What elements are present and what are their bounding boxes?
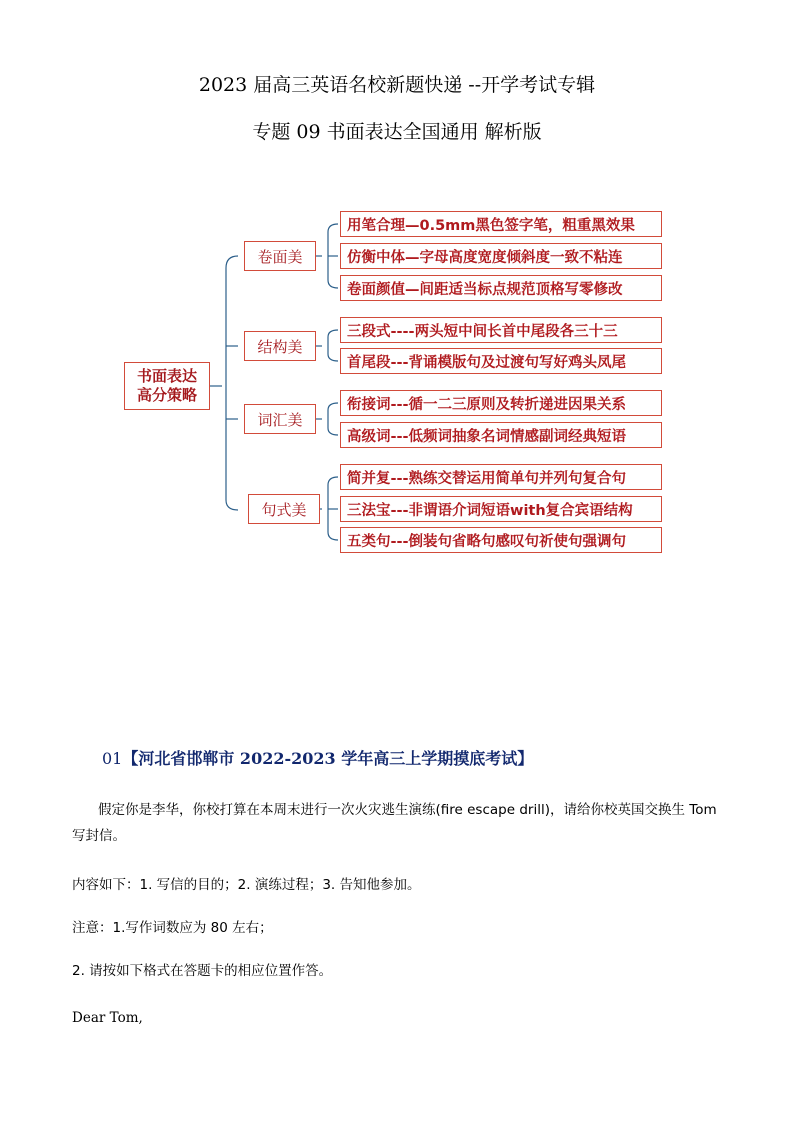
root-line-1: 书面表达 bbox=[136, 367, 197, 385]
question-note-2: 2. 请按如下格式在答题卡的相应位置作答。 bbox=[72, 963, 333, 979]
leaf-item: 三段式----两头短中间长首中尾段各三十三 bbox=[340, 317, 662, 343]
leaf-item: 衔接词---循一二三原则及转折递进因果关系 bbox=[340, 390, 662, 416]
leaf-item: 卷面颜值—间距适当标点规范顶格写零修改 bbox=[340, 275, 662, 301]
leaf-item: 用笔合理—0.5mm黑色签字笔，粗重黑效果 bbox=[340, 211, 662, 237]
leaf-item: 高级词---低频词抽象名词情感副词经典短语 bbox=[340, 422, 662, 448]
question-content: 内容如下：1. 写信的目的；2. 演练过程；3. 告知他参加。 bbox=[72, 877, 421, 893]
document-title: 2023 届高三英语名校新题快递 --开学考试专辑 bbox=[198, 74, 596, 96]
leaf-item: 三法宝---非谓语介词短语with复合宾语结构 bbox=[340, 496, 662, 522]
category-structure: 结构美 bbox=[244, 331, 316, 361]
category-sentences: 句式美 bbox=[248, 494, 320, 524]
root-line-2: 高分策略 bbox=[136, 386, 197, 404]
leaf-item: 简并复---熟练交替运用简单句并列句复合句 bbox=[340, 464, 662, 490]
leaf-item: 五类句---倒装句省略句感叹句祈使句强调句 bbox=[340, 527, 662, 553]
question-source: 【河北省邯郸市 2022-2023 学年高三上学期摸底考试】 bbox=[122, 749, 534, 768]
category-appearance: 卷面美 bbox=[244, 241, 316, 271]
mindmap-root bbox=[124, 362, 210, 410]
leaf-item: 首尾段---背诵模版句及过渡句写好鸡头凤尾 bbox=[340, 348, 662, 374]
letter-salutation: Dear Tom, bbox=[72, 1010, 143, 1026]
question-heading bbox=[102, 746, 533, 769]
question-prompt: 假定你是李华，你校打算在本周末进行一次火灾逃生演练(fire escape drill)，请给你校英国交换生 Tom 写封信。 bbox=[72, 802, 717, 844]
question-number: 01 bbox=[102, 749, 123, 768]
question-note-1: 注意：1.写作词数应为 80 左右； bbox=[72, 920, 273, 936]
leaf-item: 仿衡中体—字母高度宽度倾斜度一致不粘连 bbox=[340, 243, 662, 269]
category-vocabulary: 词汇美 bbox=[244, 404, 316, 434]
document-subtitle: 专题 09 书面表达全国通用 解析版 bbox=[252, 121, 542, 143]
